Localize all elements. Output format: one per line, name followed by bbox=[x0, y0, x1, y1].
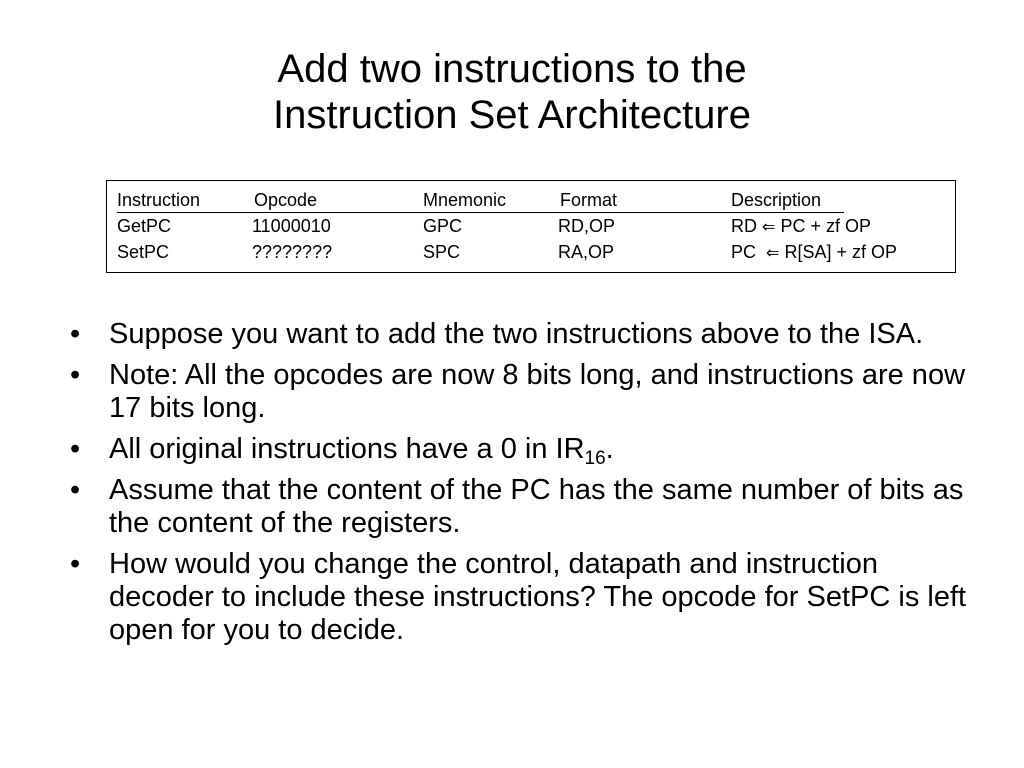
desc-destination: PC bbox=[731, 242, 757, 262]
title-line-2: Instruction Set Architecture bbox=[272, 93, 751, 137]
bullet-text: Assume that the content of the PC has the same number of bits as the content of the registers. bbox=[109, 474, 964, 539]
cell-description bbox=[731, 240, 897, 265]
register-subscript: 16 bbox=[584, 448, 606, 469]
bullet-text: Note: All the opcodes are now 8 bits long, and instructions are now 17 bits long. bbox=[109, 359, 966, 424]
cell-instruction: GetPC bbox=[117, 216, 172, 236]
desc-destination: RD bbox=[731, 216, 757, 236]
header-mnemonic: Mnemonic bbox=[423, 190, 507, 210]
list-item bbox=[70, 433, 980, 469]
header-description: Description bbox=[731, 190, 822, 210]
header-opcode: Opcode bbox=[254, 190, 318, 210]
left-arrow-icon: ⇐ bbox=[766, 243, 780, 262]
bullet-icon: • bbox=[70, 433, 81, 465]
cell-mnemonic: SPC bbox=[423, 242, 461, 262]
title-line-1: Add two instructions to the bbox=[277, 47, 747, 91]
table-row bbox=[107, 214, 955, 238]
bullet-list bbox=[70, 318, 980, 655]
list-item bbox=[70, 548, 980, 647]
list-item bbox=[70, 318, 980, 351]
list-item bbox=[70, 359, 980, 425]
isa-instruction-table bbox=[106, 180, 956, 273]
cell-mnemonic: GPC bbox=[423, 216, 463, 236]
cell-opcode: ???????? bbox=[252, 242, 333, 262]
header-format: Format bbox=[560, 190, 618, 210]
desc-expression: R[SA] + zf OP bbox=[784, 242, 897, 262]
header-underline bbox=[117, 212, 844, 213]
desc-expression: PC + zf OP bbox=[780, 216, 871, 236]
table-header-row bbox=[107, 188, 955, 212]
cell-opcode: 11000010 bbox=[252, 216, 331, 236]
slide-title bbox=[0, 46, 1024, 138]
bullet-icon: • bbox=[70, 359, 81, 391]
bullet-text bbox=[109, 433, 614, 469]
left-arrow-icon: ⇐ bbox=[762, 217, 776, 236]
cell-format: RD,OP bbox=[558, 216, 616, 236]
header-instruction: Instruction bbox=[117, 190, 201, 210]
bullet-text-main: All original instructions have a 0 in IR bbox=[109, 433, 585, 465]
list-item bbox=[70, 474, 980, 540]
bullet-icon: • bbox=[70, 318, 81, 350]
bullet-icon: • bbox=[70, 474, 81, 506]
bullet-text-end: . bbox=[605, 433, 614, 465]
bullet-text: How would you change the control, datapath and instruction decoder to include these instructions? The opcode for SetPC is left open for you to decide. bbox=[109, 548, 967, 646]
cell-format: RA,OP bbox=[558, 242, 615, 262]
cell-instruction: SetPC bbox=[117, 242, 170, 262]
cell-description bbox=[731, 214, 871, 239]
bullet-icon: • bbox=[70, 548, 81, 580]
bullet-text: Suppose you want to add the two instructions above to the ISA. bbox=[109, 318, 924, 350]
table-row bbox=[107, 240, 955, 264]
